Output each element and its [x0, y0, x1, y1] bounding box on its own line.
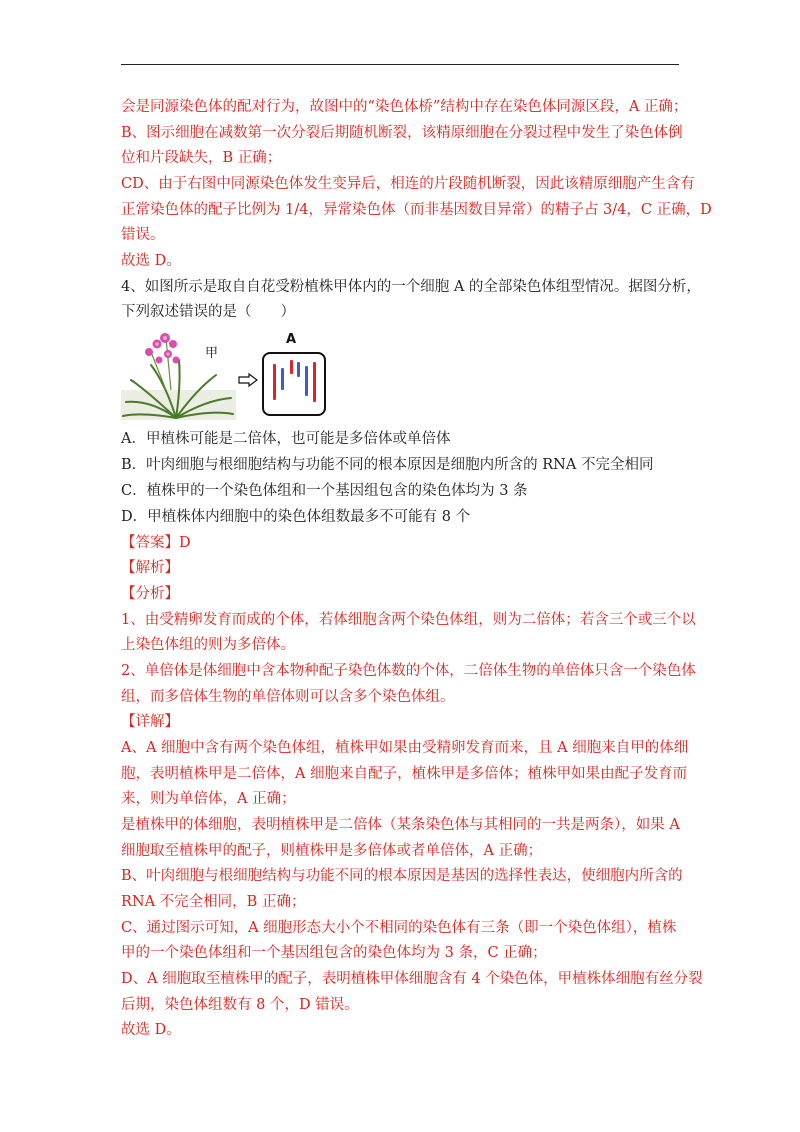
fenxi-label: 【分析】 — [121, 586, 179, 602]
detail-line: D、A 细胞取至植株甲的配子，表明植株甲体细胞含有 4 个染色体，甲植株体细胞有丝分裂 — [121, 971, 703, 987]
cell-label: A — [286, 332, 297, 347]
chromosome-long-blue — [305, 366, 308, 396]
option-d: D．甲植株体内细胞中的染色体组数最多不可能有 8 个 — [121, 509, 471, 525]
prev-explanation-line: 位和片段缺失，B 正确； — [121, 150, 282, 166]
detail-line: 胞，表明植株甲是二倍体，A 细胞来自配子，植株甲是多倍体；植株甲如果由配子发育而 — [121, 766, 688, 782]
option-a: A．甲植株可能是二倍体，也可能是多倍体或单倍体 — [121, 431, 451, 447]
detail-line: 后期，染色体组数有 8 个，D 错误。 — [121, 997, 359, 1013]
detail-line: B、叶肉细胞与根细胞结构与功能不同的根本原因是基因的选择性表达，使细胞内所含的 — [121, 868, 683, 884]
detail-line: A、A 细胞中含有两个染色体组，植株甲如果由受精卵发育而来，且 A 细胞来自甲的体细 — [121, 740, 689, 756]
chromosome-medium-blue — [281, 368, 284, 390]
prev-explanation-line: B、图示细胞在减数第一次分裂后期随机断裂，该精原细胞在分裂过程中发生了染色体倒 — [121, 125, 683, 141]
header-rule — [121, 64, 679, 65]
detail-line: 是植株甲的体细胞，表明植株甲是二倍体（某条染色体与其相同的一共是两条），如果 A — [121, 817, 680, 833]
chromosome-short-red — [290, 360, 293, 374]
analysis-line: 组，而多倍体生物的单倍体则可以含多个染色体组。 — [121, 689, 455, 705]
orchid-plant-image — [121, 330, 236, 420]
plant-label: 甲 — [205, 346, 219, 361]
prev-explanation-line: 正常染色体的配子比例为 1/4，异常染色体（而非基因数目异常）的精子占 3/4，C 正确，D — [121, 202, 712, 218]
chromosome-medium-red — [313, 362, 316, 402]
detail-line: 来，则为单倍体，A 正确； — [121, 791, 296, 807]
answer-label: 【答案】D — [121, 535, 191, 551]
detail-line: RNA 不完全相同，B 正确； — [121, 894, 306, 910]
detail-line: 故选 D。 — [121, 1022, 181, 1038]
detail-line: 甲的一个染色体组和一个基因组包含的染色体均为 3 条，C 正确； — [121, 945, 547, 961]
analysis-line: 1、由受精卵发育而成的个体，若体细胞含两个染色体组，则为二倍体；若含三个或三个以 — [121, 612, 696, 628]
question-figure — [121, 330, 336, 420]
option-b: B．叶肉细胞与根细胞结构与功能不同的根本原因是细胞内所含的 RNA 不完全相同 — [121, 457, 654, 473]
question-stem: 下列叙述错误的是（ ） — [121, 304, 295, 320]
analysis-line: 2、单倍体是体细胞中含本物种配子染色体数的个体，二倍体生物的单倍体只含一个染色体 — [121, 663, 696, 679]
arrow-right-icon — [238, 373, 258, 387]
analysis-line: 上染色体组的则为多倍体。 — [121, 637, 295, 653]
question-stem: 4、如图所示是取自自花受粉植株甲体内的一个细胞 A 的全部染色体组型情况。据图分析， — [121, 279, 701, 295]
detail-line: C、通过图示可知，A 细胞形态大小个不相同的染色体有三条（即一个染色体组），植株 — [121, 920, 677, 936]
prev-explanation-line: CD、由于右图中同源染色体发生变异后，相连的片段随机断裂，因此该精原细胞产生含有 — [121, 176, 695, 192]
prev-explanation-line: 会是同源染色体的配对行为，故图中的“染色体桥”结构中存在染色体同源区段，A 正确； — [121, 99, 688, 115]
detail-line: 细胞取至植株甲的配子，则植株甲是多倍体或者单倍体，A 正确； — [121, 843, 543, 859]
jiexi-label: 【解析】 — [121, 560, 179, 576]
chromosome-short-blue — [297, 362, 300, 377]
xiangjie-label: 【详解】 — [121, 714, 179, 730]
cell-a-box — [262, 352, 326, 416]
prev-explanation-line: 故选 D。 — [121, 253, 181, 269]
option-c: C．植株甲的一个染色体组和一个基因组包含的染色体均为 3 条 — [121, 483, 528, 499]
prev-explanation-line: 错误。 — [121, 227, 165, 243]
chromosome-long-red — [273, 364, 276, 400]
